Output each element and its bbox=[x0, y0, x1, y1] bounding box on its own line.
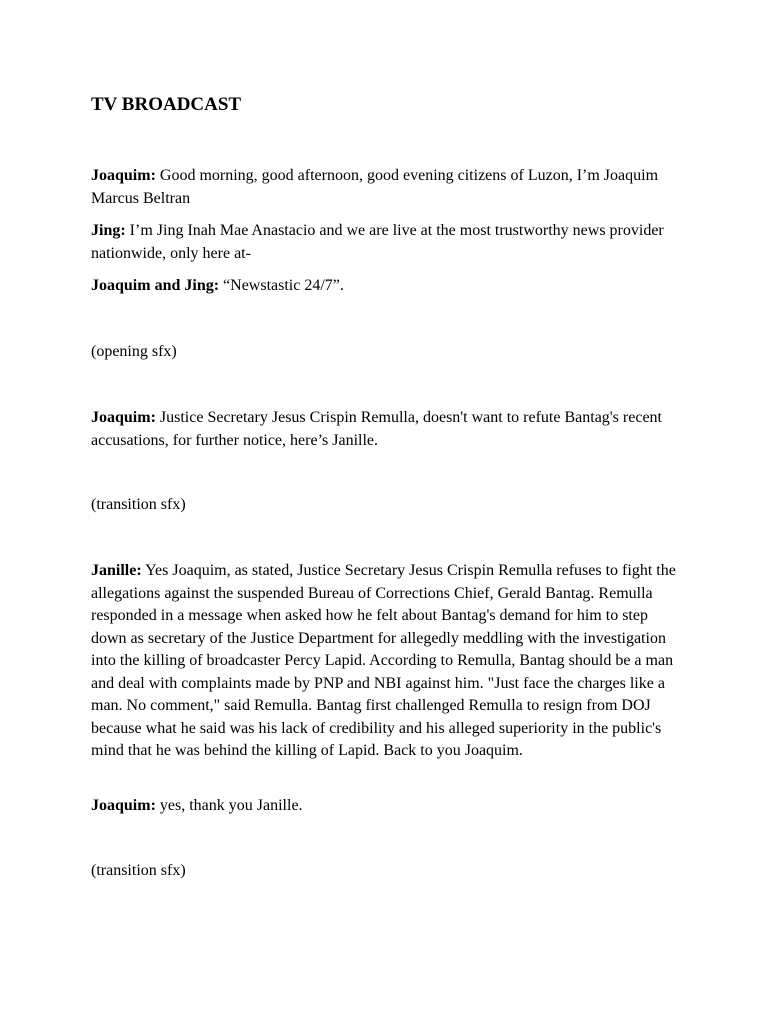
dialogue-line-janille-report bbox=[91, 560, 681, 763]
stage-direction-text: (opening sfx) bbox=[91, 343, 177, 360]
dialogue-text: I’m Jing Inah Mae Anastacio and we are live at the most trustworthy news provider nationwide, only here at- bbox=[91, 222, 664, 262]
dialogue-line-jing-intro bbox=[91, 220, 681, 265]
dialogue-text: Yes Joaquim, as stated, Justice Secretary Jesus Crispin Remulla refuses to fight the allegations against the suspended Bureau of Corrections Chief, Gerald Bantag. Remulla responded in a message when asked how he felt about Bantag's demand for him to step down as secretary of the Justice Department for allegedly meddling with the investigation into the killing of broadcaster Percy Lapid. According to Remulla, Bantag should be a man and deal with complaints made by PNP and NBI against him. "Just face the charges like a man. No comment," said Remulla. Bantag first challenged Remulla to resign from DOJ because what he said was his lack of credibility and his alleged superiority in the public's mind that he was behind the killing of Lapid. Back to you Joaquim. bbox=[91, 562, 676, 759]
speaker-name: Joaquim: bbox=[91, 409, 156, 426]
dialogue-text: Good morning, good afternoon, good evening citizens of Luzon, I’m Joaquim Marcus Beltran bbox=[91, 167, 659, 207]
dialogue-text: “Newstastic 24/7”. bbox=[219, 277, 344, 294]
speaker-name: Joaquim: bbox=[91, 797, 156, 814]
dialogue-line-joaquim-and-jing bbox=[91, 275, 681, 298]
stage-direction-opening-sfx bbox=[91, 341, 681, 364]
speaker-name: Janille: bbox=[91, 562, 142, 579]
speaker-name: Joaquim: bbox=[91, 167, 156, 184]
stage-direction-text: (transition sfx) bbox=[91, 496, 186, 513]
speaker-name: Joaquim and Jing: bbox=[91, 277, 220, 294]
document-title: TV BROADCAST bbox=[91, 94, 242, 115]
dialogue-line-joaquim-thanks bbox=[91, 795, 681, 818]
stage-direction-transition-sfx bbox=[91, 860, 681, 883]
stage-direction-text: (transition sfx) bbox=[91, 862, 186, 879]
stage-direction-transition-sfx bbox=[91, 494, 681, 517]
dialogue-text: yes, thank you Janille. bbox=[155, 797, 303, 814]
dialogue-line-joaquim-remulla bbox=[91, 407, 681, 452]
dialogue-line-joaquim-greeting bbox=[91, 165, 681, 210]
speaker-name: Jing: bbox=[91, 222, 126, 239]
dialogue-text: Justice Secretary Jesus Crispin Remulla, doesn't want to refute Bantag's recent accusations, for further notice, here’s Janille. bbox=[91, 409, 662, 449]
